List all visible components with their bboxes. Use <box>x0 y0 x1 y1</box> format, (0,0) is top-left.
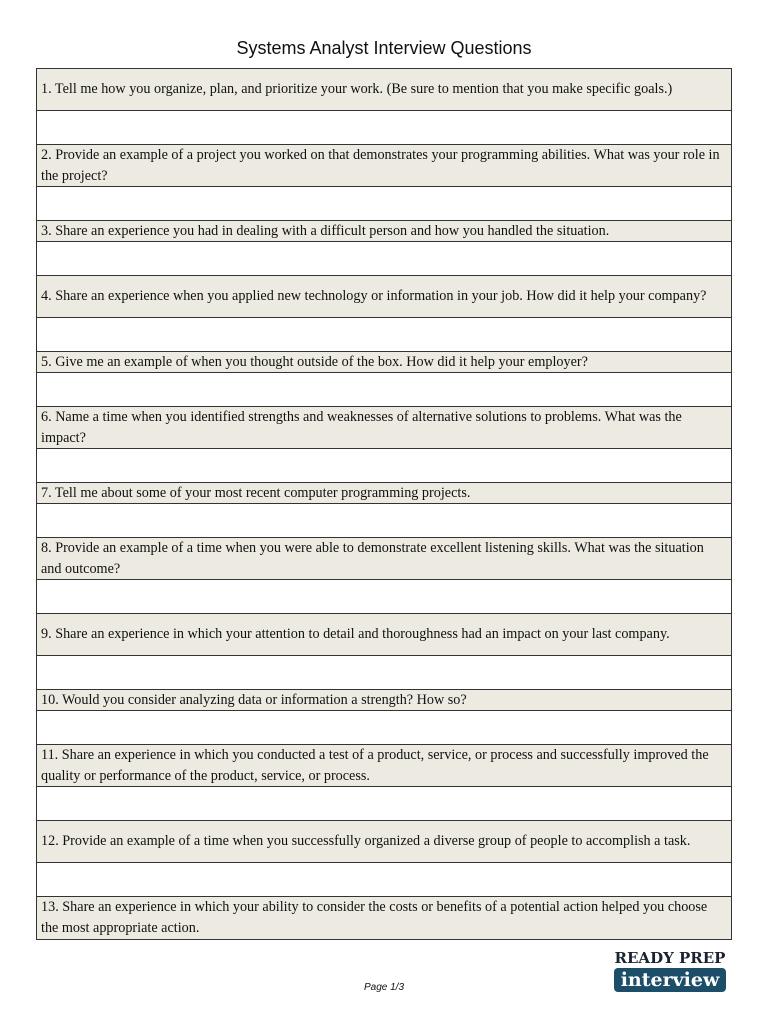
answer-row-8[interactable] <box>37 580 731 614</box>
answer-row-6[interactable] <box>37 449 731 483</box>
answer-row-11[interactable] <box>37 787 731 821</box>
question-row-9: 9. Share an experience in which your attention to detail and thoroughness had an impact on your last company. <box>37 614 731 656</box>
answer-row-12[interactable] <box>37 863 731 897</box>
answer-row-4[interactable] <box>37 318 731 352</box>
question-row-6: 6. Name a time when you identified strengths and weaknesses of alternative solutions to problems. What was the impact? <box>37 407 731 449</box>
answer-row-3[interactable] <box>37 242 731 276</box>
answer-row-5[interactable] <box>37 373 731 407</box>
answer-row-1[interactable] <box>37 111 731 145</box>
question-row-13: 13. Share an experience in which your ability to consider the costs or benefits of a potential action helped you choose the most appropriate action. <box>37 897 731 939</box>
answer-row-7[interactable] <box>37 504 731 538</box>
question-row-7: 7. Tell me about some of your most recent computer programming projects. <box>37 483 731 504</box>
question-row-2: 2. Provide an example of a project you worked on that demonstrates your programming abilities. What was your role in the project? <box>37 145 731 187</box>
question-table <box>36 68 732 940</box>
answer-row-9[interactable] <box>37 656 731 690</box>
logo-line-2: interview <box>614 968 726 992</box>
question-row-4: 4. Share an experience when you applied new technology or information in your job. How did it help your company? <box>37 276 731 318</box>
question-row-11: 11. Share an experience in which you conducted a test of a product, service, or process and successfully improved the quality or performance of the product, service, or process. <box>37 745 731 787</box>
question-row-8: 8. Provide an example of a time when you were able to demonstrate excellent listening skills. What was the situation and outcome? <box>37 538 731 580</box>
page-title: Systems Analyst Interview Questions <box>236 38 532 58</box>
ready-prep-interview-logo <box>614 950 726 992</box>
answer-row-10[interactable] <box>37 711 731 745</box>
logo-line-1: READY PREP <box>614 949 726 967</box>
answer-row-2[interactable] <box>37 187 731 221</box>
question-row-3: 3. Share an experience you had in dealing with a difficult person and how you handled the situation. <box>37 221 731 242</box>
question-row-10: 10. Would you consider analyzing data or information a strength? How so? <box>37 690 731 711</box>
question-row-1: 1. Tell me how you organize, plan, and prioritize your work. (Be sure to mention that you make specific goals.) <box>37 69 731 111</box>
page-number: Page 1/3 <box>363 982 405 993</box>
question-row-12: 12. Provide an example of a time when you successfully organized a diverse group of people to accomplish a task. <box>37 821 731 863</box>
question-row-5: 5. Give me an example of when you thought outside of the box. How did it help your employer? <box>37 352 731 373</box>
